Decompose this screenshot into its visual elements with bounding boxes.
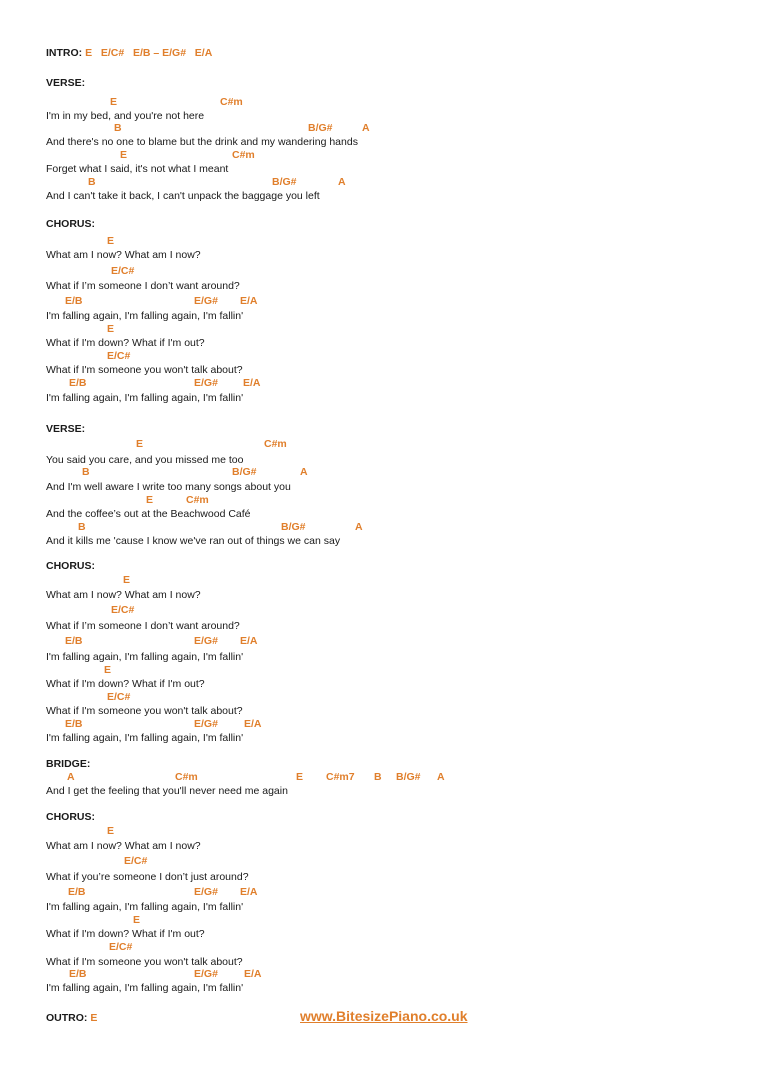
outro-label: OUTRO: [46,1012,88,1024]
lyric-line: I'm falling again, I'm falling again, I'm fallin' [46,732,244,744]
outro-chords: E [90,1012,98,1024]
lyric-line: What am I now? What am I now? [46,589,201,601]
chord: E/A [240,295,258,307]
chord: E [123,574,131,586]
verse1-label: VERSE: [46,77,86,89]
chord: B/G# [281,521,306,533]
lyric-line: What if I'm someone you won't talk about? [46,705,243,717]
chorus3-label: CHORUS: [46,811,95,823]
chord: A [67,771,75,783]
chord: E/G# [194,886,218,898]
lyric-line: What if I’m someone I don’t want around? [46,620,240,632]
chord: B [114,122,122,134]
chord: E/G# [194,377,218,389]
lyric-line: What if I'm someone you won't talk about? [46,364,243,376]
chord: E/A [244,718,262,730]
lyric-line: What if I'm someone you won't talk about? [46,956,243,968]
chord: E [146,494,154,506]
chord: B [88,176,96,188]
chord: E/B [65,295,83,307]
chord: E [120,149,128,161]
chord: E/B [69,968,87,980]
lyric-line: And there's no one to blame but the drink and my wandering hands [46,136,358,148]
intro-label: INTRO: [46,47,83,59]
bridge-label: BRIDGE: [46,758,91,770]
lyric-line: I'm falling again, I'm falling again, I'm fallin' [46,982,244,994]
lyric-line: What if I’m someone I don’t want around? [46,280,240,292]
chord: E/C# [111,265,135,277]
chord: B [82,466,90,478]
chord: B/G# [232,466,257,478]
chord: E/G# [194,718,218,730]
chord: E/G# [194,635,218,647]
chorus2-label: CHORUS: [46,560,95,572]
lyric-line: Forget what I said, it's not what I meant [46,163,229,175]
website-link[interactable]: www.BitesizePiano.co.uk [300,1008,468,1024]
chord: C#m [175,771,198,783]
chord: B/G# [272,176,297,188]
chord: E [107,323,115,335]
lyric-line: And it kills me 'cause I know we've ran out of things we can say [46,535,341,547]
chord: B/G# [308,122,333,134]
chord: E/A [240,886,258,898]
chord: E/C# [124,855,148,867]
chord: A [300,466,308,478]
chord: E [296,771,304,783]
chord: E/C# [107,691,131,703]
chord: B [374,771,382,783]
chord: E [107,825,115,837]
intro-line [46,47,212,59]
lyric-line: And I get the feeling that you'll never need me again [46,785,288,797]
lyric-line: You said you care, and you missed me too [46,454,244,466]
chord: A [437,771,445,783]
lyric-line: And I'm well aware I write too many songs about you [46,481,291,493]
chord: E/A [244,968,262,980]
lyric-line: What if I'm down? What if I'm out? [46,337,205,349]
lyric-line: I'm falling again, I'm falling again, I'm fallin' [46,392,244,404]
chord: C#m [264,438,287,450]
chord: E [110,96,118,108]
chord: E/B [68,886,86,898]
chord: E [107,235,115,247]
chord: E/G# [194,295,218,307]
lyric-line: What am I now? What am I now? [46,249,201,261]
chord: E/C# [109,941,133,953]
lyric-line: What if I'm down? What if I'm out? [46,678,205,690]
lyric-line: I'm falling again, I'm falling again, I'm fallin' [46,901,244,913]
chord: A [355,521,363,533]
lyric-line: I'm in my bed, and you're not here [46,110,205,122]
chord: E/G# [194,968,218,980]
chord: E/B [69,377,87,389]
chord: E [136,438,144,450]
chord: E/B [65,718,83,730]
chord: E/A [243,377,261,389]
chord: C#m [220,96,243,108]
lyric-line: What if you’re someone I don’t just around? [46,871,249,883]
lyric-line: What am I now? What am I now? [46,840,201,852]
intro-chords: E E/C# E/B – E/G# E/A [85,47,213,59]
chord: B/G# [396,771,421,783]
lyric-line: I'm falling again, I'm falling again, I'm fallin' [46,310,244,322]
chord: E [104,664,112,676]
chord: E/C# [107,350,131,362]
lyric-line: And I can't take it back, I can't unpack the baggage you left [46,190,320,202]
chord: E/C# [111,604,135,616]
chord: A [338,176,346,188]
outro-line [46,1012,97,1024]
chord: C#m [232,149,255,161]
chord: C#m7 [326,771,355,783]
chord: A [362,122,370,134]
lyric-line: What if I'm down? What if I'm out? [46,928,205,940]
chord: E/B [65,635,83,647]
chord: B [78,521,86,533]
verse2-label: VERSE: [46,423,86,435]
chord: C#m [186,494,209,506]
chord: E [133,914,141,926]
lyric-line: And the coffee’s out at the Beachwood Café [46,508,251,520]
chorus1-label: CHORUS: [46,218,95,230]
lyric-line: I'm falling again, I'm falling again, I'm fallin' [46,651,244,663]
chord: E/A [240,635,258,647]
